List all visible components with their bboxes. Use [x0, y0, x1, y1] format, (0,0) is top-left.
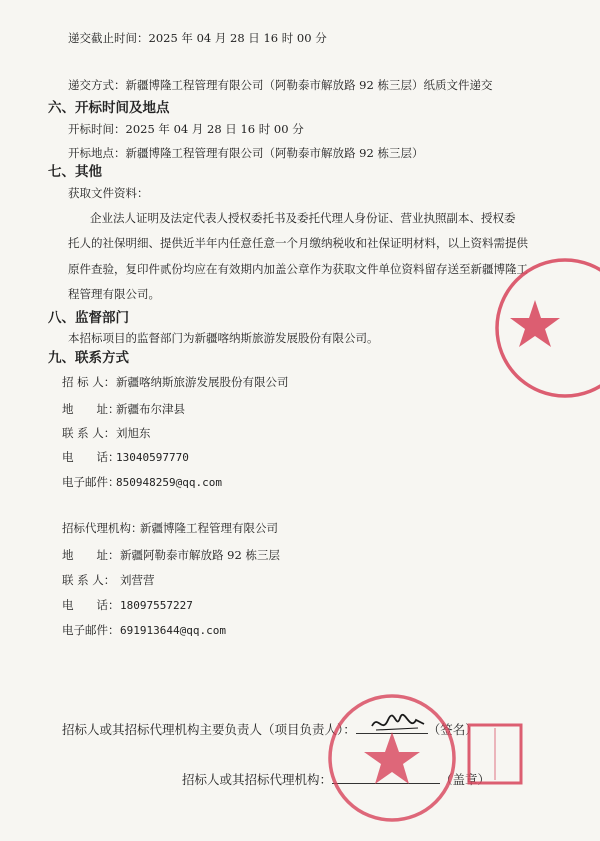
tenderer-email-row — [62, 474, 222, 491]
deadline-line: 递交截止时间：2025 年 04 月 28 日 16 时 00 分 — [68, 31, 327, 45]
agent-email-row — [62, 622, 226, 639]
section-8-heading: 八、监督部门 — [48, 310, 129, 326]
seal-bottom-icon — [312, 690, 472, 825]
agent-name-row — [62, 520, 278, 536]
tenderer-contact-label: 联 系 人： — [62, 426, 116, 440]
tenderer-phone-label: 电 话： — [62, 450, 120, 464]
name-seal-icon — [466, 722, 524, 786]
seal-right-icon — [485, 248, 600, 408]
tenderer-contact: 刘旭东 — [116, 426, 151, 440]
tenderer-contact-row — [62, 425, 151, 441]
paragraph-line-1: 企业法人证明及法定代表人授权委托书及委托代理人身份证、营业执照副本、授权委 — [90, 211, 516, 225]
company-seal-right — [485, 248, 600, 412]
agent-name-label: 招标代理机构： — [62, 521, 143, 535]
opening-place-line: 开标地点：新疆博隆工程管理有限公司（阿勒泰市解放路 92 栋三层） — [68, 146, 424, 160]
agent-contact-label: 联 系 人： — [62, 573, 116, 587]
tenderer-address-label: 地 址： — [62, 402, 120, 416]
tenderer-name-row — [62, 374, 289, 390]
agent-contact-row — [62, 572, 155, 588]
tenderer-email: 850948259@qq.com — [116, 476, 222, 489]
agent-email: 691913644@qq.com — [120, 624, 226, 637]
submission-method-line: 递交方式：新疆博隆工程管理有限公司（阿勒泰市解放路 92 栋三层）纸质文件递交 — [68, 78, 493, 92]
tenderer-name: 新疆喀纳斯旅游发展股份有限公司 — [116, 375, 289, 389]
section-9-heading: 九、联系方式 — [48, 350, 129, 366]
agent-phone: 18097557227 — [120, 599, 193, 612]
paragraph-line-4: 程管理有限公司。 — [68, 287, 160, 301]
signature-line-seal-suffix: （盖章） — [440, 772, 491, 787]
tenderer-email-label: 电子邮件： — [62, 475, 120, 489]
personal-name-seal — [466, 722, 524, 790]
opening-time-line: 开标时间：2025 年 04 月 28 日 16 时 00 分 — [68, 122, 304, 136]
signature-line-responsible-suffix: （签名） — [427, 722, 478, 737]
supervision-text: 本招标项目的监督部门为新疆喀纳斯旅游发展股份有限公司。 — [68, 331, 379, 345]
section-7-heading: 七、其他 — [48, 164, 102, 180]
section-6-heading: 六、开标时间及地点 — [48, 100, 170, 116]
agent-email-label: 电子邮件： — [62, 623, 120, 637]
signature-line-responsible-label: 招标人或其招标代理机构主要负责人（项目负责人）： — [62, 722, 356, 737]
tenderer-phone-row — [62, 449, 189, 466]
agent-address-label: 地 址： — [62, 548, 120, 562]
tenderer-phone: 13040597770 — [116, 451, 189, 464]
agent-phone-label: 电 话： — [62, 598, 120, 612]
agent-address-row — [62, 547, 280, 563]
tenderer-address-row — [62, 401, 185, 417]
paragraph-line-2: 托人的社保明细、提供近半年内任意任意一个月缴纳税收和社保证明材料，以上资料需提供 — [68, 236, 528, 250]
agent-name: 新疆博隆工程管理有限公司 — [140, 521, 278, 535]
paragraph-line-3: 原件查验，复印件贰份均应在有效期内加盖公章作为获取文件单位资料留存送至新疆博隆工 — [68, 262, 528, 276]
agent-address: 新疆阿勒泰市解放路 92 栋三层 — [120, 548, 280, 562]
signature-line-seal-label: 招标人或其招标代理机构： — [182, 772, 333, 787]
agent-contact: 刘营营 — [120, 573, 155, 587]
tenderer-address: 新疆布尔津县 — [116, 402, 185, 416]
obtain-docs-label: 获取文件资料： — [68, 186, 149, 200]
tenderer-name-label: 招 标 人： — [62, 375, 116, 389]
agent-phone-row — [62, 597, 193, 614]
company-seal-bottom — [312, 690, 472, 829]
